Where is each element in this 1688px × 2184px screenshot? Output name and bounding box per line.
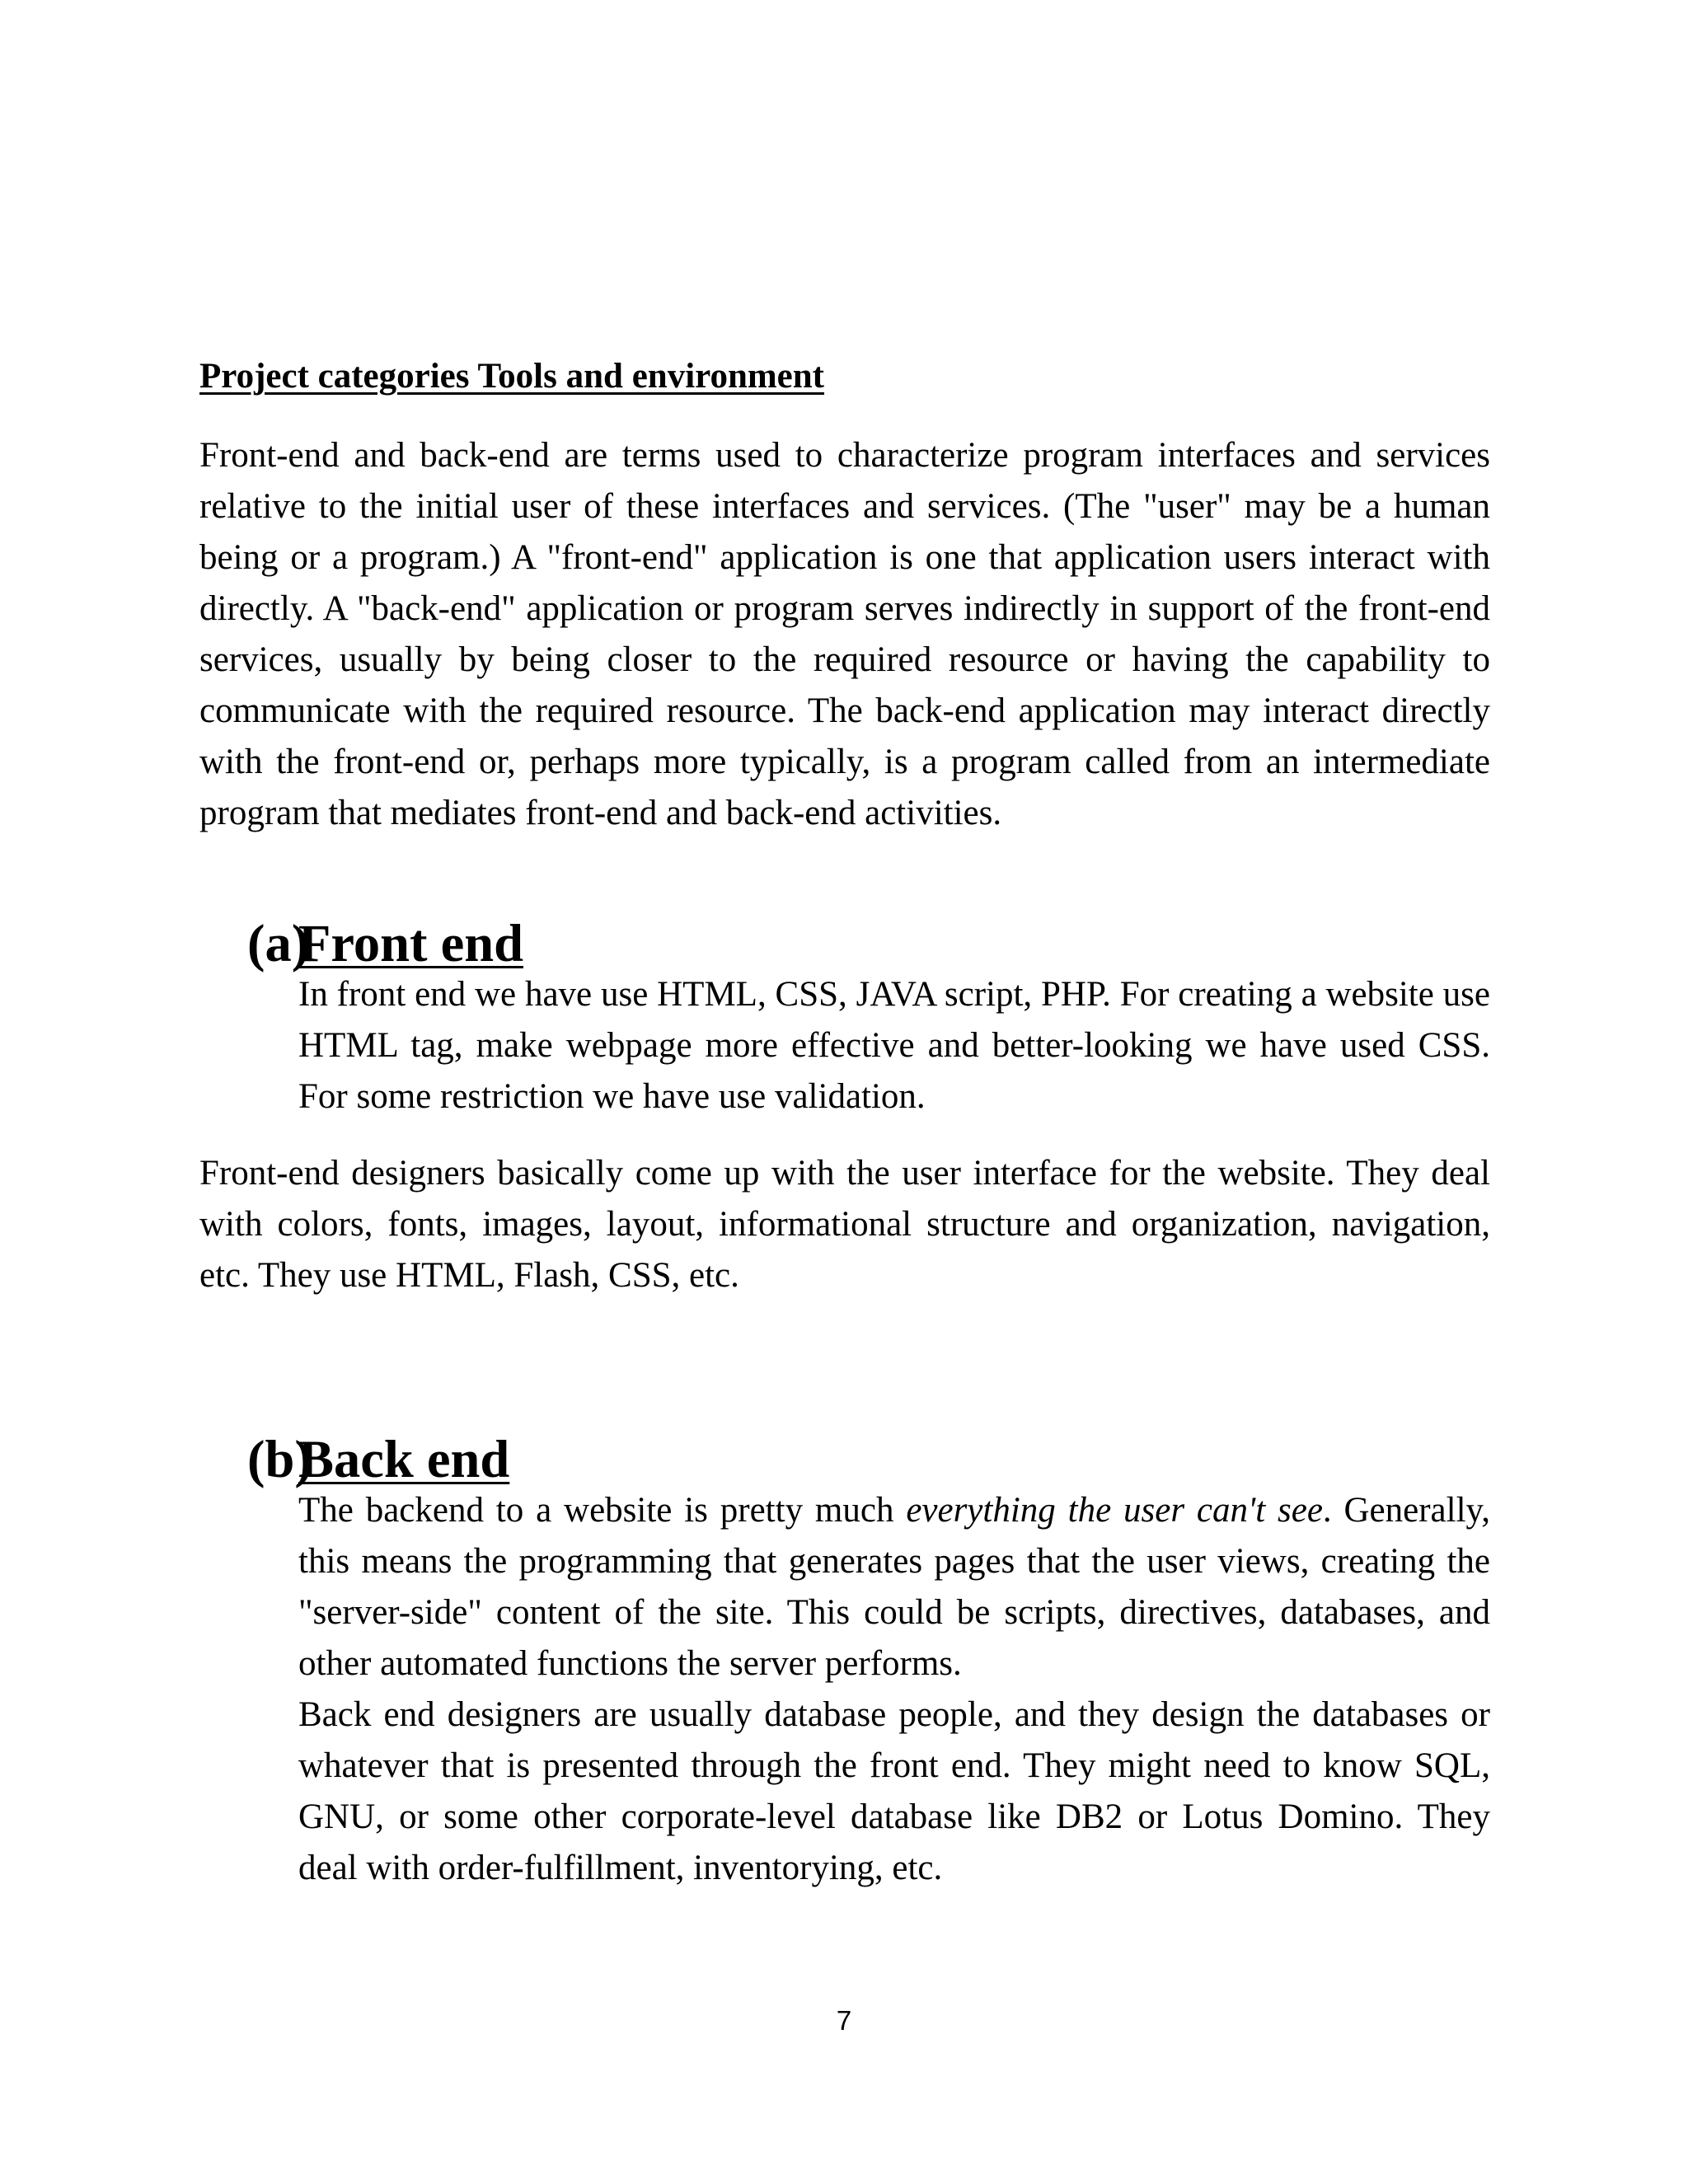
front-end-title: Front end — [298, 914, 523, 972]
front-end-heading — [247, 914, 523, 972]
back-end-designers-paragraph: Back end designers are usually database people, and they design the databases or whatever that is presented through the front end. They might need to know SQL, GNU, or some other corporate-level database like DB2 or Lotus Domino. They deal with order-fulfillment, inventorying, etc. — [298, 1695, 1490, 1887]
back-end-marker: (b) — [247, 1430, 312, 1488]
back-end-heading — [247, 1430, 510, 1488]
intro-paragraph: Front-end and back-end are terms used to characterize program interfaces and services relative to the initial user of these interfaces and services. (The "user" may be a human being or a program.) A "front-end" application is one that application users interact with directly. A "back-end" application or program serves indirectly in support of the front-end services, usually by being closer to the required resource or having the capability to communicate with the required resource. The back-end application may interact directly with the front-end or, perhaps more typically, is a program called from an intermediate program that mediates front-end and back-end activities. — [199, 436, 1490, 832]
section-heading: Project categories Tools and environment — [199, 357, 825, 396]
back-end-paragraph-end: . Generally, this means the programming that generates pages that the user views, creating the "server-side" content of the site. This could be scripts, directives, databases, and other automated functions the server performs. — [298, 1491, 1490, 1683]
back-end-emphasis: everything the user can't see — [906, 1491, 1323, 1530]
back-end-paragraph — [298, 1485, 1490, 1690]
front-end-paragraph: In front end we have use HTML, CSS, JAVA script, PHP. For creating a website use HTML tag, make webpage more effective and better-looking we have used CSS. For some restriction we have use validation. — [298, 975, 1490, 1116]
page-number: 7 — [836, 2005, 852, 2036]
back-end-title: Back end — [298, 1430, 510, 1488]
front-end-designers-paragraph: Front-end designers basically come up with the user interface for the website. They deal with colors, fonts, images, layout, informational structure and organization, navigation, etc. They use HTML, Flash, CSS, etc. — [199, 1154, 1490, 1295]
front-end-marker: (a) — [247, 914, 310, 972]
back-end-paragraph-start: The backend to a website is pretty much — [298, 1491, 907, 1530]
